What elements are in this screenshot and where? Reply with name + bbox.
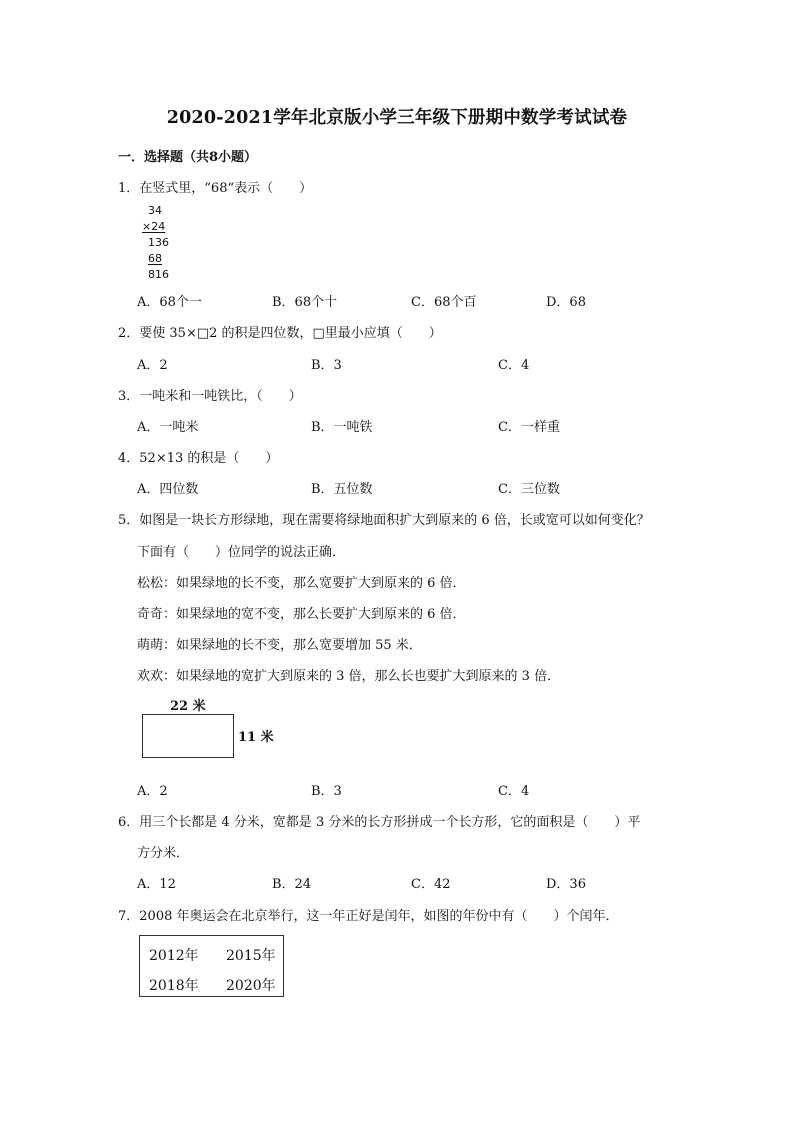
- page-title: 2020-2021学年北京版小学三年级下册期中数学考试试卷: [166, 108, 628, 128]
- section-heading: 一．选择题（共8小题）: [118, 150, 258, 165]
- question-1-stem: 1．在竖式里，“68“表示（ ）: [118, 181, 313, 196]
- q6-option-d[interactable]: D．36: [546, 877, 586, 892]
- q4-option-c[interactable]: C．三位数: [498, 482, 560, 497]
- vertical-calc-line-2: ×24: [142, 220, 166, 233]
- vertical-calc-line-1: 34: [148, 204, 162, 217]
- q3-option-c[interactable]: C．一样重: [498, 420, 560, 435]
- q1-option-b[interactable]: B．68个十: [272, 295, 338, 310]
- q5-statement-songsong: 松松：如果绿地的长不变，那么宽要扩大到原来的 6 倍．: [137, 576, 466, 591]
- q1-option-c[interactable]: C．68个百: [411, 295, 477, 310]
- rectangle-length-label: 22 米: [170, 699, 206, 714]
- q5-statement-qiqi: 奇奇：如果绿地的宽不变，那么长要扩大到原来的 6 倍．: [137, 607, 466, 622]
- q3-option-b[interactable]: B．一吨铁: [311, 420, 373, 435]
- q1-option-a[interactable]: A．68个一: [137, 295, 202, 310]
- q5-option-b[interactable]: B．3: [311, 784, 342, 799]
- year-2018: 2018年: [149, 978, 199, 994]
- question-2-stem: 2．要使 35×□2 的积是四位数，□里最小应填（ ）: [118, 326, 442, 341]
- q2-option-c[interactable]: C．4: [498, 358, 530, 373]
- q1-option-d[interactable]: D．68: [546, 295, 586, 310]
- year-2020: 2020年: [226, 978, 276, 994]
- vertical-calc-line-4: 68: [148, 252, 162, 265]
- q2-option-a[interactable]: A．2: [137, 358, 168, 373]
- year-2012: 2012年: [149, 948, 199, 964]
- q6-option-b[interactable]: B．24: [272, 877, 312, 892]
- q6-option-c[interactable]: C．42: [411, 877, 451, 892]
- vertical-calc-line-5: 816: [148, 268, 169, 281]
- q5-option-a[interactable]: A．2: [137, 784, 168, 799]
- q2-option-b[interactable]: B．3: [311, 358, 342, 373]
- green-field-rectangle: [142, 714, 234, 758]
- q4-option-b[interactable]: B．五位数: [311, 482, 373, 497]
- question-6-stem-continued: 方分米．: [137, 846, 190, 861]
- q4-option-a[interactable]: A．四位数: [137, 482, 199, 497]
- question-5-stem-continued: 下面有（ ）位同学的说法正确．: [137, 545, 346, 560]
- year-2015: 2015年: [226, 948, 276, 964]
- q5-option-c[interactable]: C．4: [498, 784, 530, 799]
- q3-option-a[interactable]: A．一吨米: [137, 420, 199, 435]
- q5-statement-huanhuan: 欢欢：如果绿地的宽扩大到原来的 3 倍，那么长也要扩大到原来的 3 倍．: [137, 669, 561, 684]
- q6-option-a[interactable]: A．12: [137, 877, 176, 892]
- question-4-stem: 4．52×13 的积是（ ）: [118, 451, 279, 466]
- question-5-stem: 5．如图是一块长方形绿地，现在需要将绿地面积扩大到原来的 6 倍，长或宽可以如何变化？: [118, 513, 650, 528]
- question-3-stem: 3．一吨米和一吨铁比，（ ）: [118, 389, 302, 404]
- rectangle-width-label: 11 米: [238, 730, 274, 745]
- question-7-stem: 7．2008 年奥运会在北京举行，这一年正好是闰年，如图的年份中有（ ）个闰年．: [118, 909, 619, 924]
- question-6-stem: 6．用三个长都是 4 分米，宽都是 3 分米的长方形拼成一个长方形，它的面积是（ ）平: [118, 815, 641, 830]
- q5-statement-mengmeng: 萌萌：如果绿地的长不变，那么宽要增加 55 米．: [137, 638, 422, 653]
- vertical-calc-line-3: 136: [148, 236, 169, 249]
